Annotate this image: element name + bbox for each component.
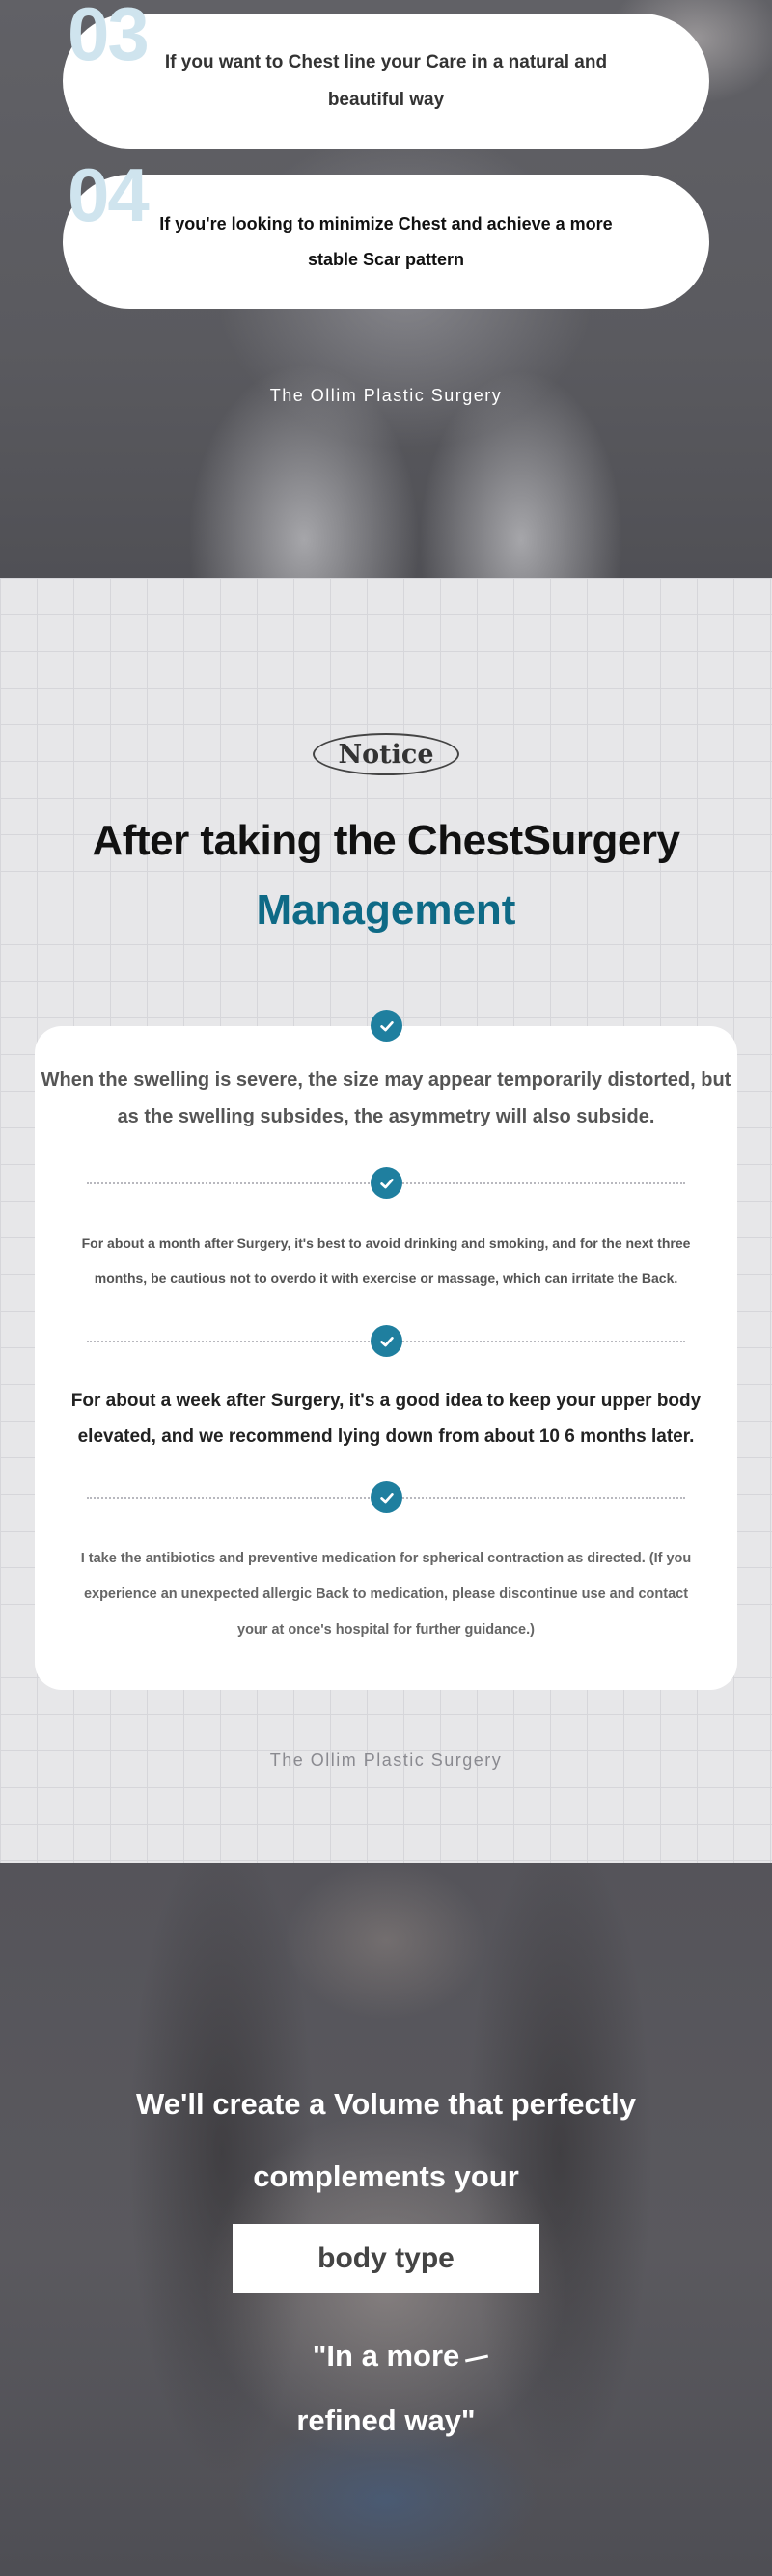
section-title: After taking the ChestSurgery — [92, 817, 680, 864]
notice-item: I take the antibiotics and preventive medication for spherical contraction as directed. (If you experience an unexpected allergic Back to medication, please discontinue use and contact your at once's hospital for further guidance.) — [80, 1551, 692, 1638]
check-icon — [371, 1481, 402, 1513]
brand-caption: The Ollim Plastic Surgery — [269, 1750, 503, 1770]
pill-text: If you want to Chest line your Care in a natural and beautiful way — [164, 52, 608, 110]
hero-line-2: complements your — [253, 2159, 519, 2193]
hero-line-1: We'll create a Volume that perfectly — [136, 2087, 636, 2121]
benefit-pill-03 — [63, 0, 709, 149]
notice-item: For about a month after Surgery, it's best to avoid drinking and smoking, and for the next three months, be cautious not to overdo it with exercise or massage, which can irritate the Back. — [81, 1235, 691, 1286]
pill-text: If you're looking to minimize Chest and achieve a more stable Scar pattern — [159, 213, 613, 269]
benefit-pill-04 — [63, 152, 709, 309]
top-photo-section — [0, 0, 772, 578]
notice-section — [0, 578, 772, 1863]
hero-photo-section — [0, 1863, 772, 2576]
check-icon — [371, 1167, 402, 1199]
notice-item: When the swelling is severe, the size may appear temporarily distorted, but as the swelling subsides, the asymmetry will also subside. — [41, 1070, 731, 1127]
pill-number: 04 — [68, 152, 148, 237]
pill-number: 03 — [68, 0, 148, 76]
check-icon — [371, 1010, 402, 1042]
hero-highlight-box: body type — [233, 2224, 539, 2293]
hero-line-3: "In a more — [312, 2339, 460, 2373]
hero-line-4: refined way" — [296, 2403, 476, 2437]
notice-item: For about a week after Surgery, it's a good idea to keep your upper body elevated, and we recommend lying down from about 10 6 months later. — [70, 1391, 702, 1447]
notice-badge: Notice — [313, 733, 459, 775]
section-subtitle: Management — [256, 886, 516, 934]
brand-caption: The Ollim Plastic Surgery — [269, 386, 503, 405]
check-icon — [371, 1325, 402, 1357]
